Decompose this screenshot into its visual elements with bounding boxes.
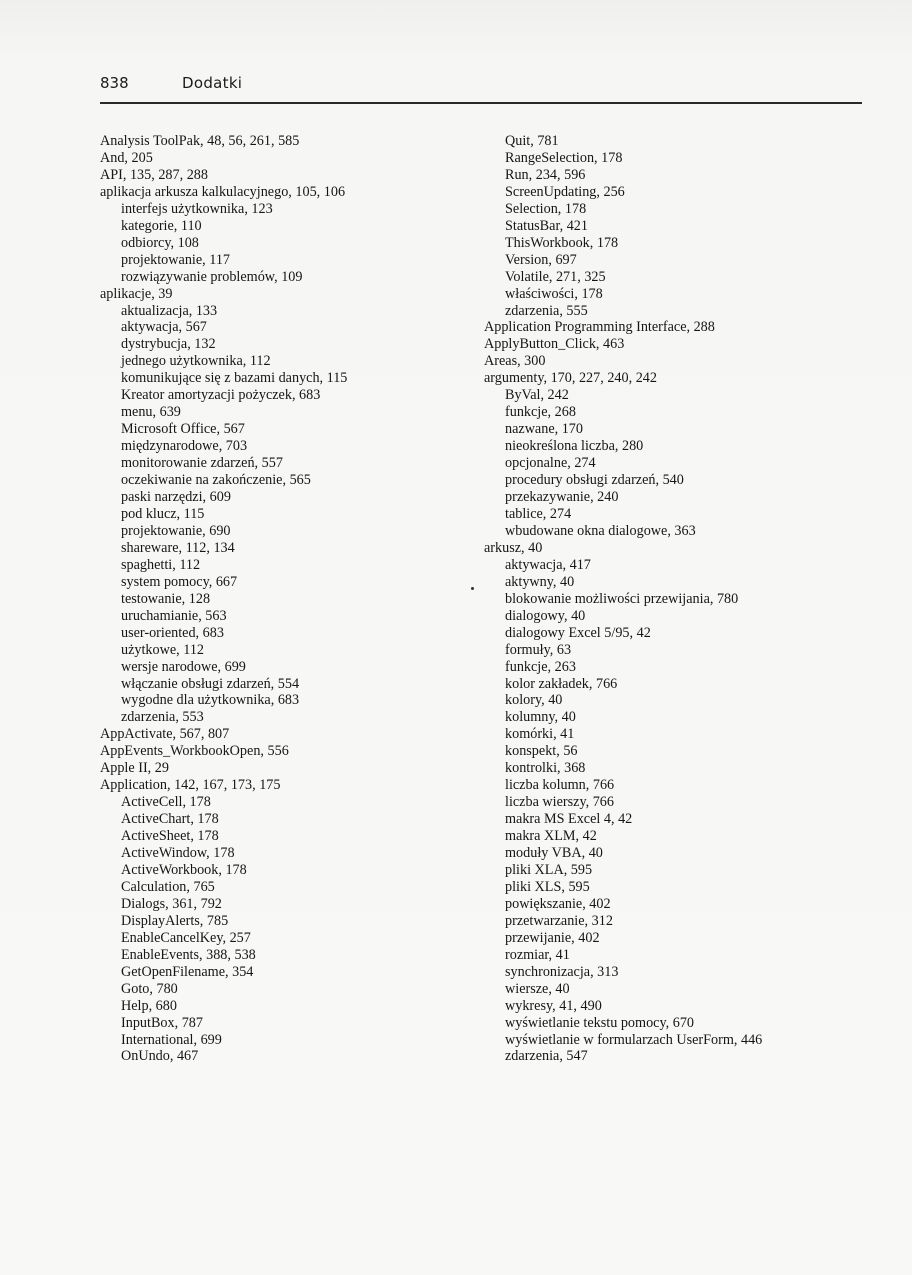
index-subentry: aktywacja, 417	[505, 556, 591, 573]
index-subentry: monitorowanie zdarzeń, 557	[121, 455, 283, 472]
index-subentry: ScreenUpdating, 256	[505, 183, 625, 200]
index-subentry: ActiveSheet, 178	[121, 828, 219, 845]
index-entry: aplikacja arkusza kalkulacyjnego, 105, 106	[100, 183, 346, 200]
index-subentry: StatusBar, 421	[505, 217, 588, 234]
index-subentry: Quit, 781	[505, 133, 559, 149]
index-subentry: kontrolki, 368	[505, 760, 586, 777]
index-subentry: wbudowane okna dialogowe, 363	[505, 522, 696, 539]
index-entry: arkusz, 40	[484, 539, 543, 556]
index-subentry: Help, 680	[121, 997, 177, 1014]
index-subentry: użytkowe, 112	[121, 641, 205, 658]
index-subentry: kolumny, 40	[505, 709, 576, 726]
index-subentry: Goto, 780	[121, 980, 178, 997]
index-entry: And, 205	[100, 149, 153, 166]
index-entry: ApplyButton_Click, 463	[484, 336, 625, 353]
index-subentry: zdarzenia, 555	[505, 302, 588, 319]
index-subentry: dialogowy, 40	[505, 607, 586, 624]
index-subentry: paski narzędzi, 609	[121, 489, 231, 506]
index-subentry: konspekt, 56	[505, 743, 578, 760]
index-entry: Analysis ToolPak, 48, 56, 261, 585	[100, 133, 300, 149]
index-subentry: ActiveWindow, 178	[121, 845, 235, 862]
index-subentry: komunikujące się z bazami danych, 115	[121, 370, 348, 387]
index-subentry: odbiorcy, 108	[121, 234, 199, 251]
index-subentry: dialogowy Excel 5/95, 42	[505, 624, 651, 641]
index-subentry: pod klucz, 115	[121, 505, 205, 522]
index-subentry: OnUndo, 467	[121, 1048, 199, 1065]
index-subentry: user-oriented, 683	[121, 624, 224, 641]
index-subentry: komórki, 41	[505, 726, 575, 743]
index-subentry: testowanie, 128	[121, 590, 211, 607]
index-subentry: Volatile, 271, 325	[505, 268, 606, 285]
index-subentry: uruchamianie, 563	[121, 607, 227, 624]
index-entry: AppEvents_WorkbookOpen, 556	[100, 743, 289, 760]
index-subentry: menu, 639	[121, 404, 181, 421]
index-entry: aplikacje, 39	[100, 285, 173, 302]
index-subentry: oczekiwanie na zakończenie, 565	[121, 472, 311, 489]
index-subentry: funkcje, 268	[505, 404, 576, 421]
index-subentry: Run, 234, 596	[505, 166, 586, 183]
index-subentry: aktywny, 40	[505, 573, 575, 590]
index-subentry: ThisWorkbook, 178	[505, 234, 619, 251]
index-subentry: nazwane, 170	[505, 421, 583, 438]
index-subentry: ActiveWorkbook, 178	[121, 861, 247, 878]
index-subentry: makra MS Excel 4, 42	[505, 811, 633, 828]
index-subentry: RangeSelection, 178	[505, 149, 623, 166]
index-subentry: wykresy, 41, 490	[505, 997, 602, 1014]
page-number: 838	[100, 74, 129, 92]
index-subentry: wyświetlanie w formularzach UserForm, 446	[505, 1031, 763, 1048]
index-subentry: przetwarzanie, 312	[505, 912, 613, 929]
index-subentry: EnableEvents, 388, 538	[121, 946, 256, 963]
index-subentry: jednego użytkownika, 112	[121, 353, 271, 370]
index-subentry: Calculation, 765	[121, 878, 215, 895]
index-subentry: pliki XLS, 595	[505, 878, 590, 895]
index-subentry: wyświetlanie tekstu pomocy, 670	[505, 1014, 695, 1031]
index-subentry: właściwości, 178	[505, 285, 603, 302]
index-subentry: Version, 697	[505, 251, 577, 268]
index-subentry: funkcje, 263	[505, 658, 576, 675]
index-subentry: interfejs użytkownika, 123	[121, 200, 273, 217]
scan-speck	[471, 587, 474, 590]
index-subentry: GetOpenFilename, 354	[121, 963, 254, 980]
index-entry: AppActivate, 567, 807	[100, 726, 230, 743]
index-subentry: wersje narodowe, 699	[121, 658, 246, 675]
index-subentry: kategorie, 110	[121, 217, 202, 234]
index-subentry: synchronizacja, 313	[505, 963, 619, 980]
index-subentry: międzynarodowe, 703	[121, 438, 248, 455]
index-subentry: DisplayAlerts, 785	[121, 912, 229, 929]
index-subentry: ActiveCell, 178	[121, 794, 211, 811]
index-subentry: projektowanie, 117	[121, 251, 231, 268]
index-entry: Apple II, 29	[100, 760, 169, 777]
index-entry: argumenty, 170, 227, 240, 242	[484, 370, 657, 387]
index-subentry: kolory, 40	[505, 692, 563, 709]
index-entry: Application Programming Interface, 288	[484, 319, 715, 336]
index-entry: Application, 142, 167, 173, 175	[100, 777, 281, 794]
index-subentry: pliki XLA, 595	[505, 861, 593, 878]
index-column-right	[484, 133, 864, 1065]
index-subentry: przewijanie, 402	[505, 929, 600, 946]
header-rule	[100, 102, 862, 104]
index-subentry: Selection, 178	[505, 200, 587, 217]
index-subentry: liczba kolumn, 766	[505, 777, 615, 794]
index-subentry: powiększanie, 402	[505, 895, 611, 912]
index-subentry: dystrybucja, 132	[121, 336, 216, 353]
index-subentry: aktywacja, 567	[121, 319, 207, 336]
index-subentry: EnableCancelKey, 257	[121, 929, 251, 946]
index-subentry: projektowanie, 690	[121, 522, 231, 539]
index-subentry: makra XLM, 42	[505, 828, 597, 845]
index-subentry: rozmiar, 41	[505, 946, 570, 963]
index-column-left	[100, 133, 440, 1065]
index-subentry: liczba wierszy, 766	[505, 794, 614, 811]
index-subentry: rozwiązywanie problemów, 109	[121, 268, 303, 285]
index-subentry: wiersze, 40	[505, 980, 570, 997]
index-subentry: opcjonalne, 274	[505, 455, 596, 472]
index-subentry: włączanie obsługi zdarzeń, 554	[121, 675, 300, 692]
index-subentry: ActiveChart, 178	[121, 811, 219, 828]
section-title: Dodatki	[182, 74, 243, 92]
index-subentry: procedury obsługi zdarzeń, 540	[505, 472, 684, 489]
index-entry: Areas, 300	[484, 353, 546, 370]
index-subentry: ByVal, 242	[505, 387, 569, 404]
index-subentry: moduły VBA, 40	[505, 845, 603, 862]
index-subentry: shareware, 112, 134	[121, 539, 235, 556]
index-subentry: przekazywanie, 240	[505, 489, 619, 506]
index-subentry: Dialogs, 361, 792	[121, 895, 222, 912]
index-subentry: zdarzenia, 553	[121, 709, 204, 726]
index-subentry: aktualizacja, 133	[121, 302, 218, 319]
index-subentry: kolor zakładek, 766	[505, 675, 618, 692]
index-subentry: nieokreślona liczba, 280	[505, 438, 644, 455]
index-subentry: zdarzenia, 547	[505, 1048, 588, 1065]
index-subentry: tablice, 274	[505, 505, 572, 522]
index-subentry: wygodne dla użytkownika, 683	[121, 692, 300, 709]
index-subentry: system pomocy, 667	[121, 573, 238, 590]
index-subentry: spaghetti, 112	[121, 556, 201, 573]
index-subentry: formuły, 63	[505, 641, 572, 658]
index-subentry: blokowanie możliwości przewijania, 780	[505, 590, 739, 607]
index-entry: API, 135, 287, 288	[100, 166, 208, 183]
index-subentry: International, 699	[121, 1031, 222, 1048]
index-subentry: InputBox, 787	[121, 1014, 203, 1031]
index-subentry: Microsoft Office, 567	[121, 421, 245, 438]
index-subentry: Kreator amortyzacji pożyczek, 683	[121, 387, 321, 404]
